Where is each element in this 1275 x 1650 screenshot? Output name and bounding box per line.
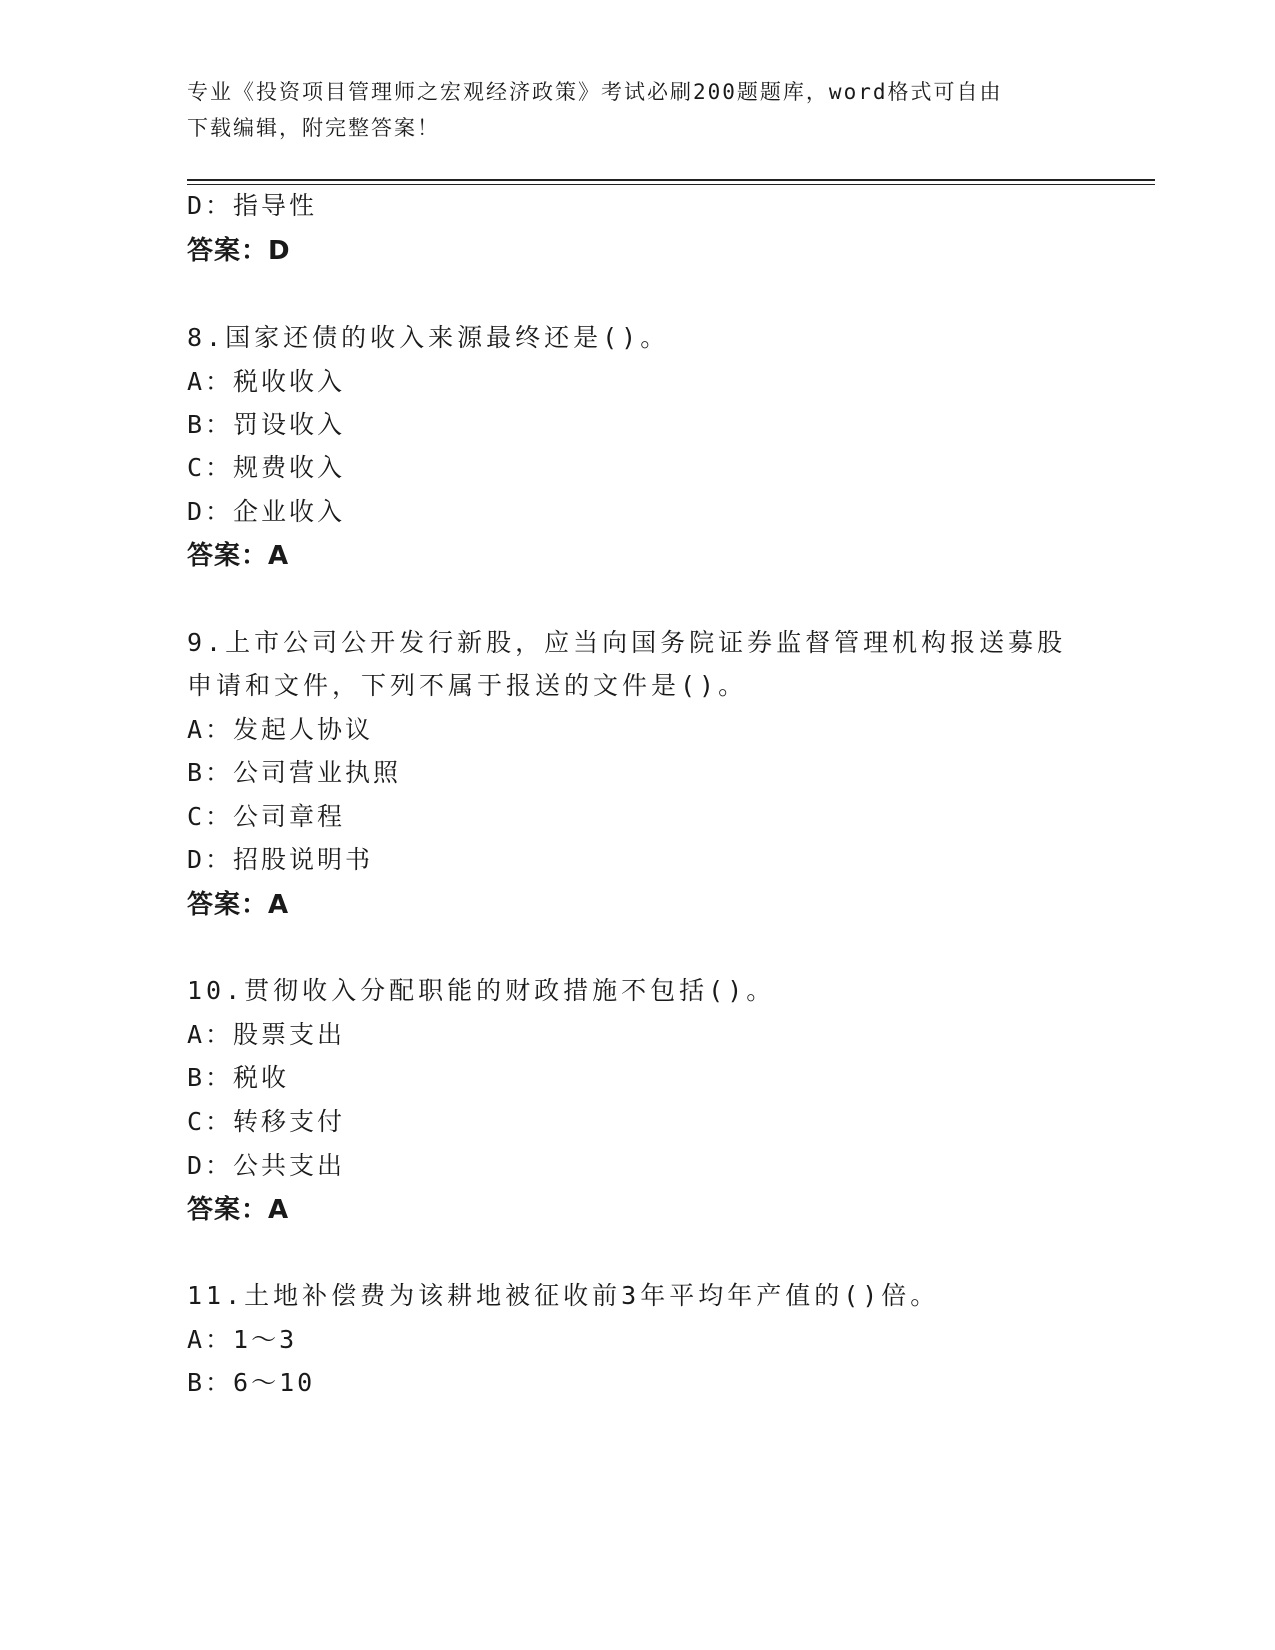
- q8-option-b: B：罚设收入: [187, 410, 346, 439]
- header-divider-thin: [187, 184, 1155, 185]
- q9-answer: 答案：A: [187, 890, 290, 920]
- q9-option-d: D：招股说明书: [187, 845, 374, 874]
- q8-option-d: D：企业收入: [187, 497, 346, 526]
- q8-text: 8.国家还债的收入来源最终还是()。: [187, 323, 670, 352]
- q11-text: 11.土地补偿费为该耕地被征收前3年平均年产值的()倍。: [187, 1281, 940, 1310]
- q9-option-b: B：公司营业执照: [187, 758, 402, 787]
- header-line-1: 专业《投资项目管理师之宏观经济政策》考试必刷200题题库，word格式可自由: [187, 80, 1003, 104]
- document-header: [187, 74, 1067, 146]
- q8-answer: 答案：A: [187, 541, 290, 571]
- q9-text-line-2: 申请和文件，下列不属于报送的文件是()。: [187, 671, 748, 700]
- q8-option-c: C：规费收入: [187, 453, 346, 482]
- q10-option-b: B：税收: [187, 1063, 290, 1092]
- q11-option-a: A：1～3: [187, 1325, 298, 1354]
- q9-option-c: C：公司章程: [187, 802, 346, 831]
- q10-option-d: D：公共支出: [187, 1151, 346, 1180]
- q8-option-a: A：税收收入: [187, 367, 346, 396]
- q10-option-a: A：股票支出: [187, 1020, 346, 1049]
- q10-answer: 答案：A: [187, 1195, 290, 1225]
- header-divider-thick: [187, 179, 1155, 181]
- q9-option-a: A：发起人协议: [187, 715, 374, 744]
- prev-answer: 答案：D: [187, 236, 291, 266]
- q11-option-b: B：6～10: [187, 1368, 316, 1397]
- header-line-2: 下载编辑，附完整答案！: [187, 116, 440, 140]
- q10-text: 10.贯彻收入分配职能的财政措施不包括()。: [187, 976, 776, 1005]
- q9-text-line-1: 9.上市公司公开发行新股，应当向国务院证券监督管理机构报送募股: [187, 628, 1067, 657]
- prev-option-d: D：指导性: [187, 191, 318, 220]
- q10-option-c: C：转移支付: [187, 1107, 346, 1136]
